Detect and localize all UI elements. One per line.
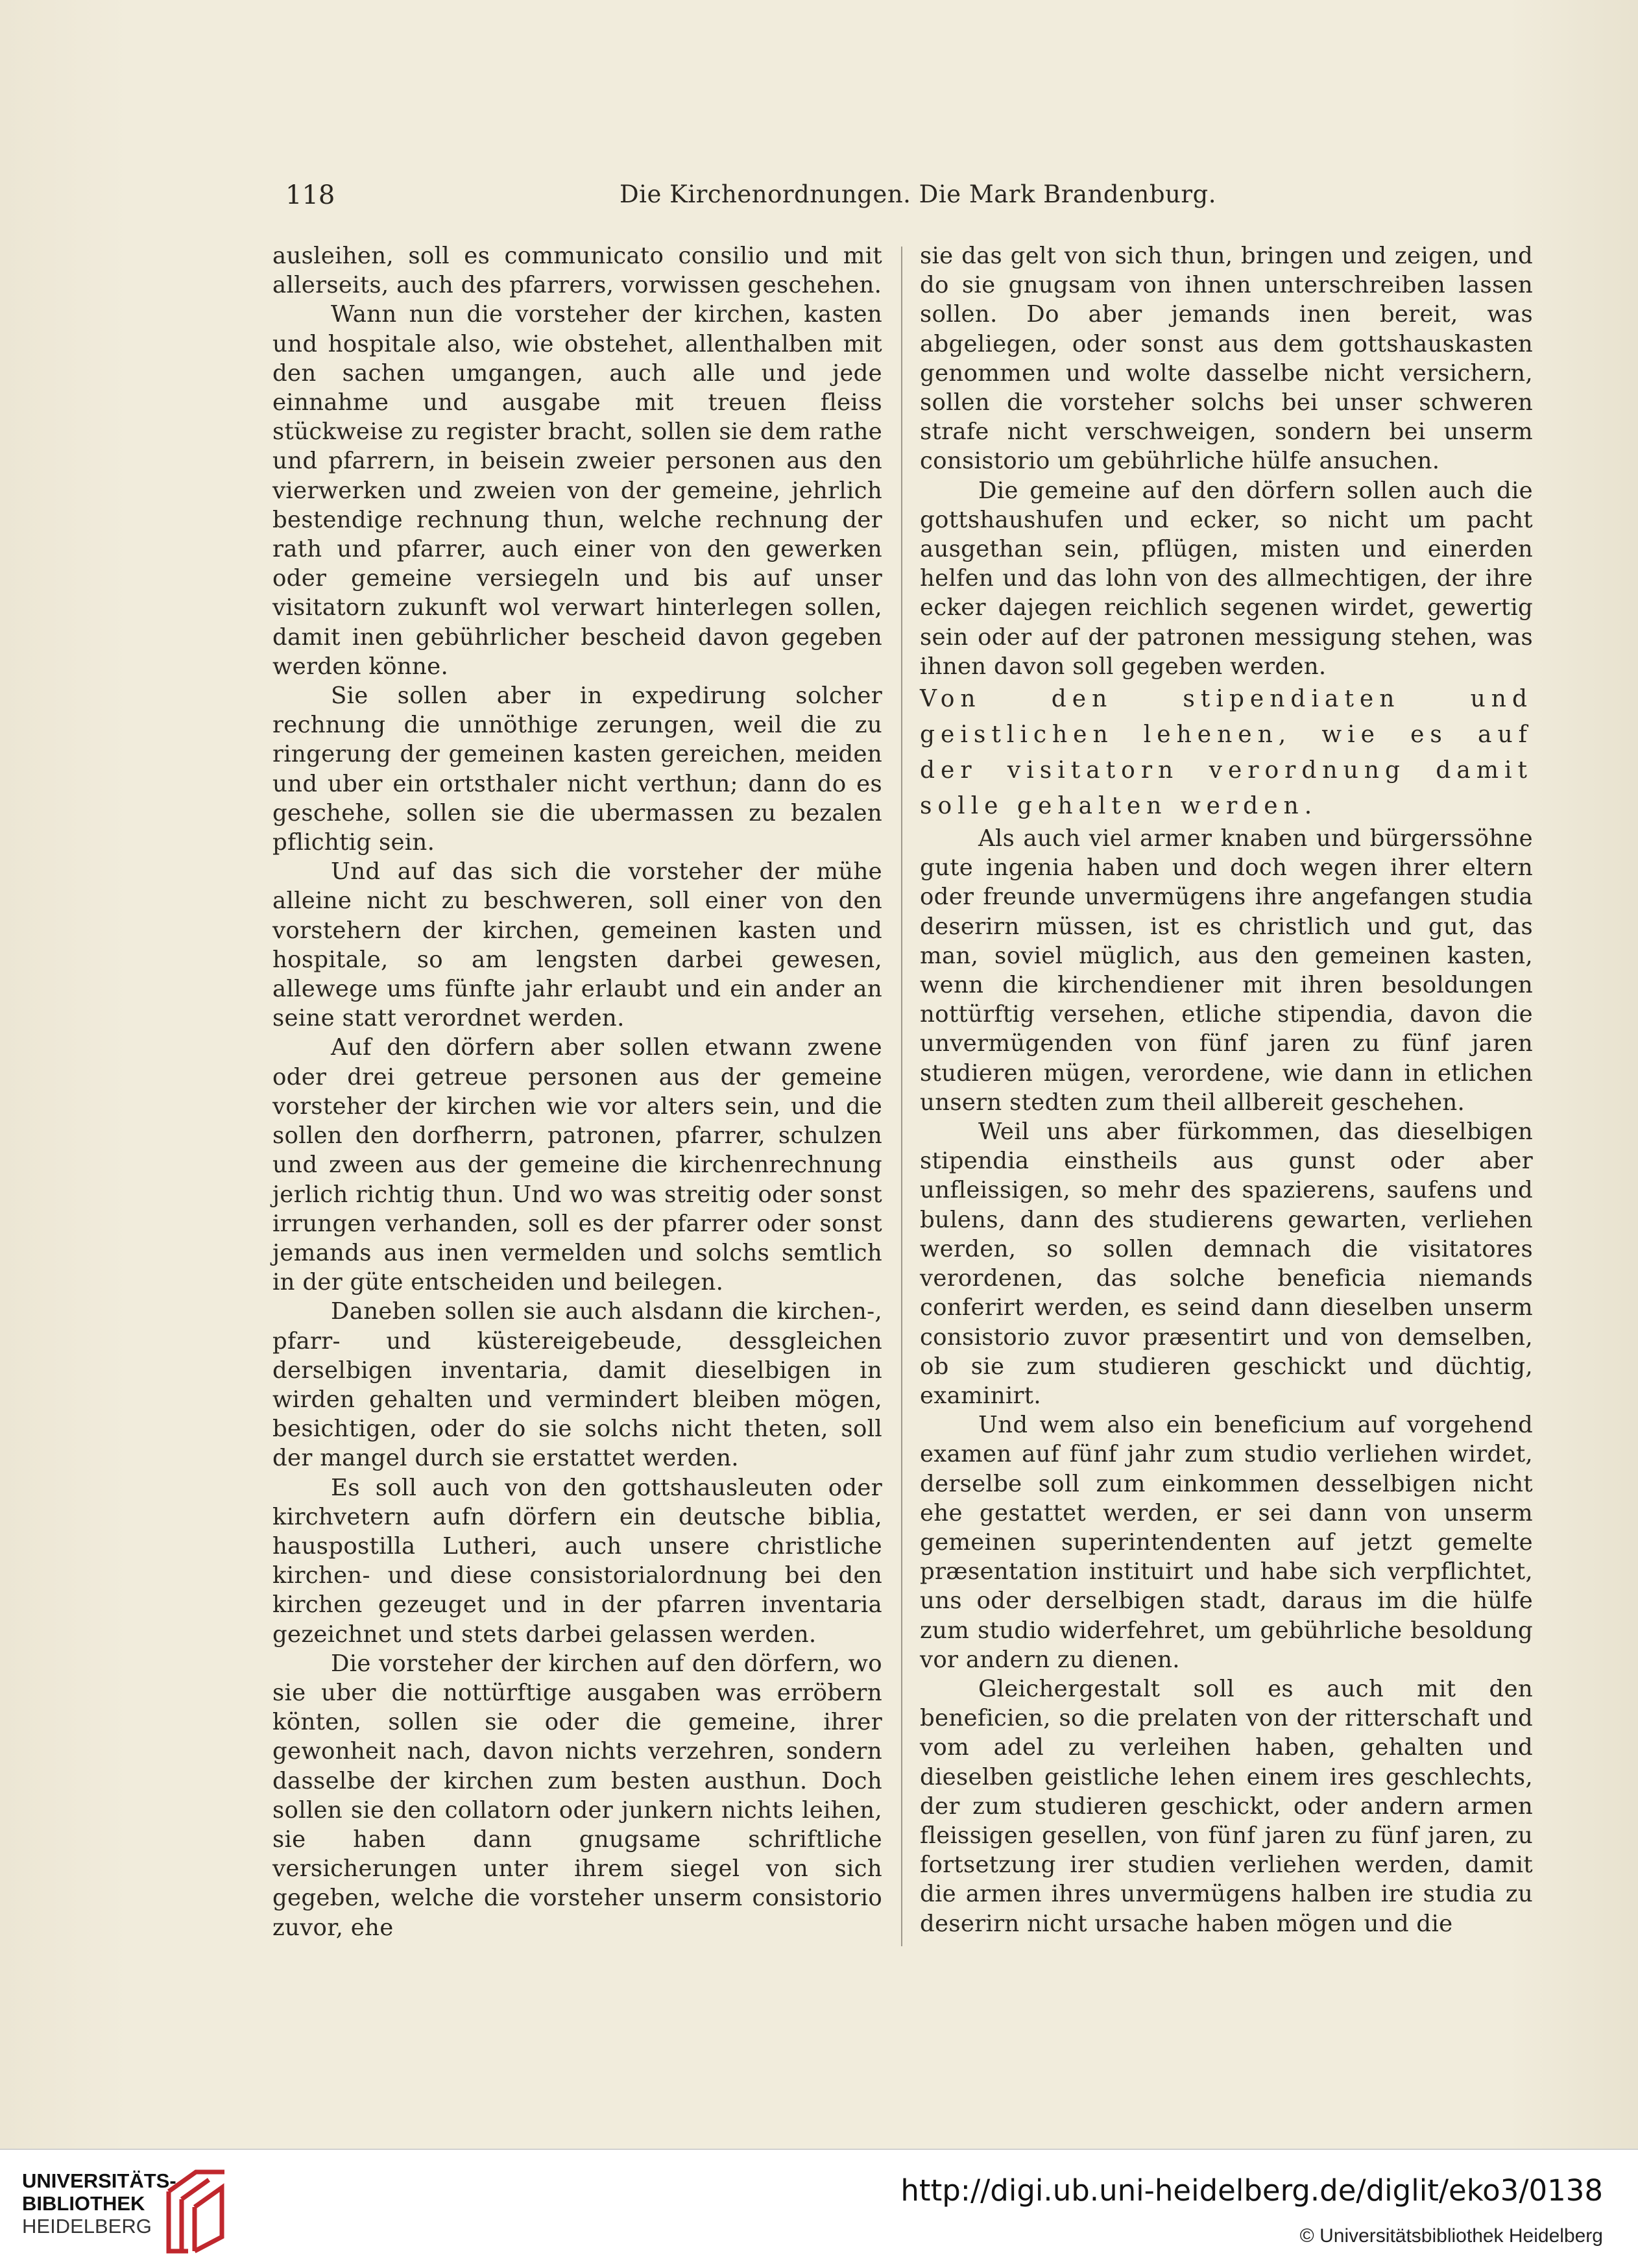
running-title: Die Kirchenordnungen. Die Mark Brandenburg. (620, 180, 1216, 208)
paragraph: Weil uns aber fürkommen, das dieselbigen stipendia einstheils aus gunst oder aber unfleissigen, so mehr des spazierens, saufens und bulens, dann des studierens gewarten, verliehen werden, so sollen demnach die visitatores verordenen, das solche beneficia niemands conferirt werden, es seind dann dieselben unserm consistorio zuvor præsentirt und von demselben, ob sie zum studieren geschickt und düchtig, examinirt. (920, 1118, 1533, 1409)
library-logo-icon[interactable] (162, 2165, 231, 2256)
source-url-link[interactable]: http://digi.ub.uni-heidelberg.de/diglit/eko3/0138 (900, 2173, 1603, 2208)
library-logo-text[interactable] (22, 2169, 176, 2238)
paragraph: Daneben sollen sie auch alsdann die kirchen-, pfarr- und küstereigebeude, dessgleichen derselbigen inventaria, damit dieselbigen in wirden gehalten und vermindert bleiben mögen, besichtigen, oder do sie solchs nicht theten, soll der mangel durch sie erstattet werden. (272, 1298, 882, 1472)
paragraph: Es soll auch von den gottshausleuten oder kirchvetern aufn dörfern ein deutsche biblia, hauspostilla Lutheri, auch unsere christliche kirchen- und diese consistorialordnung bei den kirchen gezeuget und in der pfarren inventaria gezeichnet und stets darbei gelassen werden. (272, 1474, 882, 1648)
paragraph: Die vorsteher der kirchen auf den dörfern, wo sie uber die nottürftige ausgaben was erröbern könten, sollen sie oder die gemeine, ihrer gewonheit nach, davon nichts verzehren, sondern dasselbe der kirchen zum besten austhun. Doch sollen sie den collatorn oder junkern nichts leihen, sie haben dann gnugsame schriftliche versicherungen unter ihrem siegel von sich gegeben, welche die vorsteher unserm consistorio zuvor, ehe (272, 1650, 882, 1941)
paragraph: Und auf das sich die vorsteher der mühe alleine nicht zu beschweren, soll einer von den vorstehern der kirchen, gemeinen kasten und hospitale, so am lengsten darbei gewesen, allewege ums fünfte jahr erlaubt und ein ander an seine statt verordnet werden. (272, 858, 882, 1032)
paragraph: Als auch viel armer knaben und bürgerssöhne gute ingenia haben und doch wegen ihrer eltern oder freunde unvermügens ihre angefangen studia deserirn müssen, ist es christlich und gut, das man, soviel müglich, aus den gemeinen kasten, wenn die kirchendiener mit ihren besoldungen nottürftig versehen, etliche stipendia, davon die unvermügenden von fünf jaren zu fünf jaren studieren mügen, verordene, wie dann in etlichen unsern stedten zum theil allbereit geschehen. (920, 825, 1533, 1116)
logo-line: UNIVERSITÄTS- (22, 2169, 176, 2192)
paragraph: ausleihen, soll es communicato consilio und mit allerseits, auch des pfarrers, vorwissen geschehen. (272, 243, 882, 299)
copyright-notice: © Universitätsbibliothek Heidelberg (1299, 2225, 1603, 2247)
paragraph: Auf den dörfern aber sollen etwann zwene oder drei getreue personen aus der gemeine vorsteher der kirchen wie vor alters sein, und die sollen den dorfherrn, patronen, pfarrer, schulzen und zween aus der gemeine die kirchenrechnung jerlich richtig thun. Und wo was streitig oder sonst irrungen verhanden, soll es der pfarrer oder sonst jemands aus inen vermelden und solchs semtlich in der güte entscheiden und beilegen. (272, 1034, 882, 1296)
left-column (272, 241, 882, 1942)
paragraph: Wann nun die vorsteher der kirchen, kasten und hospitale also, wie obstehet, allenthalben mit den sachen umgangen, auch alle und jede einnahme und ausgabe mit treuen fleiss stückweise zu register bracht, sollen sie dem rathe und pfarrern, in beisein zweier personen aus den vierwerken und zweien von der gemeine, jehrlich bestendige rechnung thun, welche rechnung der rath und pfarrer, auch einer von den gewerken oder gemeine versiegeln und bis auf unser visitatorn zukunft wol verwart hinterlegen sollen, damit inen gebührlicher bescheid davon gegeben werden könne. (272, 301, 882, 680)
paragraph: Sie sollen aber in expedirung solcher rechnung die unnöthige zerungen, weil die zu ringerung der gemeinen kasten gereichen, meiden und uber ein ortsthaler nicht verthun; dann do es geschehe, sollen sie die ubermassen zu bezalen pflichtig sein. (272, 682, 882, 856)
paragraph: Die gemeine auf den dörfern sollen auch die gottshaushufen und ecker, so nicht um pacht ausgethan sein, pflügen, misten und einerden helfen und das lohn von des allmechtigen, der ihre ecker dajegen reichlich segenen wirdet, gewertig sein oder auf der patronen messigung stehen, was ihnen davon soll gegeben werden. (920, 477, 1533, 680)
footer-bar (0, 2149, 1638, 2268)
column-divider (901, 247, 902, 1946)
right-column (920, 241, 1533, 1938)
paragraph: Gleichergestalt soll es auch mit den beneficien, so die prelaten von der ritterschaft und vom adel zu verleihen haben, gehalten und dieselben geistliche lehen einem ires geschlechts, der zum studieren geschickt, oder andern armen fleissigen gesellen, von fünf jaren zu fünf jaren, zu fortsetzung irer studien verliehen werden, damit die armen ihres unvermügens halben ire studia zu deserirn nicht ursache haben mögen und die (920, 1675, 1533, 1937)
section-heading: Von den stipendiaten und geistlichen lehenen, wie es auf der visitatorn verordnung damit solle gehalten werden. (920, 686, 1533, 820)
paragraph: Und wem also ein beneficium auf vorgehend examen auf fünf jahr zum studio verliehen wirdet, derselbe soll zum einkommen desselbigen nicht ehe gestattet werden, er sei dann von unserm gemeinen superintendenten auf jetzt gemelte præsentation instituirt und habe sich verpflichtet, uns oder derselbigen stadt, daraus im die hülfe zum studio widerfehret, um gebührliche besoldung vor andern zu dienen. (920, 1412, 1533, 1673)
page-number: 118 (285, 180, 335, 210)
paragraph: sie das gelt von sich thun, bringen und zeigen, und do sie gnugsam von ihnen unterschreiben lassen sollen. Do aber jemands inen bereit, was abgeliegen, oder sonst aus dem gottshauskasten genommen und wolte dasselbe nicht versichern, sollen die vorsteher solchs bei unser schweren strafe nicht verschweigen, sondern bei unserm consistorio um gebührliche hülfe ansuchen. (920, 243, 1533, 475)
logo-line: BIBLIOTHEK (22, 2192, 145, 2215)
page-header (285, 176, 1505, 222)
logo-line: HEIDELBERG (22, 2215, 152, 2238)
